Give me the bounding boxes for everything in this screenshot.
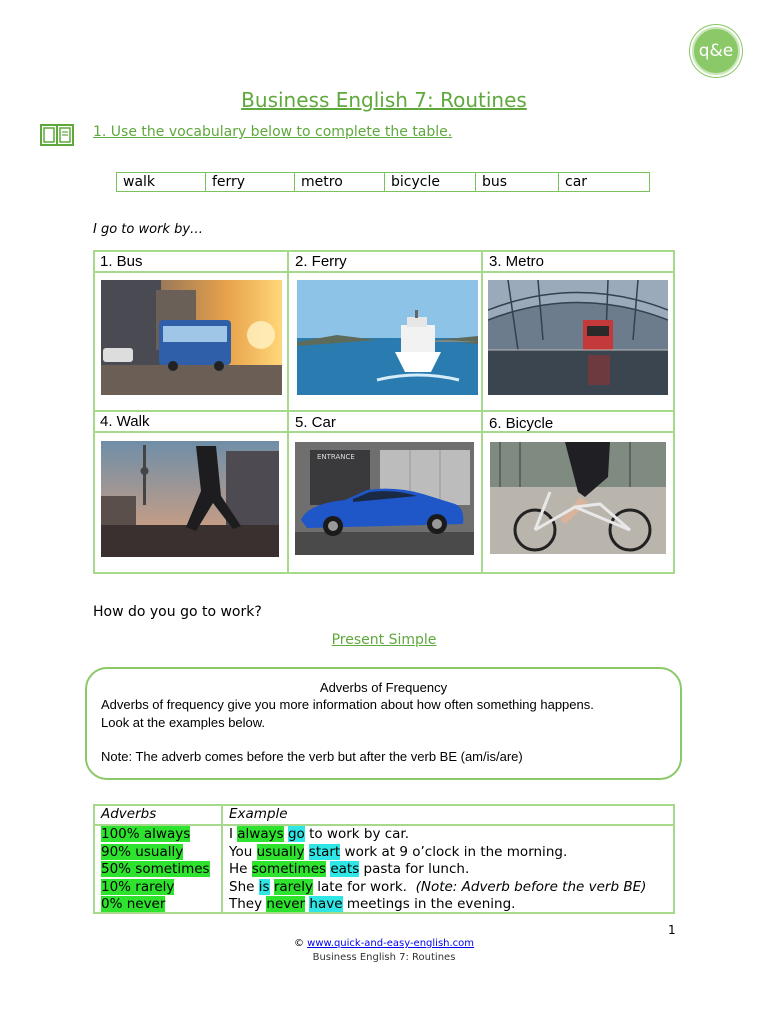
transport-label: 6. Bicycle xyxy=(489,415,554,432)
vocab-word: car xyxy=(565,174,588,190)
page-title: Business English 7: Routines xyxy=(241,88,527,112)
transport-label: 5. Car xyxy=(295,414,336,431)
example-sentence: He sometimes eats pasta for lunch. xyxy=(229,861,470,877)
ferry-photo xyxy=(297,280,478,395)
section-heading: Present Simple xyxy=(331,632,437,648)
bicycle-photo xyxy=(490,442,666,554)
adverb-item: 50% sometimes xyxy=(101,861,210,877)
header-example: Example xyxy=(229,806,288,822)
walk-photo xyxy=(101,441,279,557)
vocab-word: bus xyxy=(476,173,559,191)
bus-photo xyxy=(101,280,282,395)
prompt: I go to work by… xyxy=(93,222,204,237)
example-note: (Note: Adverb before the verb BE) xyxy=(415,878,647,895)
info-box xyxy=(85,667,682,780)
info-box-line1: Adverbs of frequency give you more information about how often something happens. xyxy=(101,697,594,712)
transport-label: 1. Bus xyxy=(100,253,143,270)
vocab-word: ferry xyxy=(206,173,295,191)
vocab-word: bicycle xyxy=(385,173,476,191)
car-photo xyxy=(295,442,474,555)
question: How do you go to work? xyxy=(93,604,262,620)
vocab-word: walk xyxy=(117,173,206,191)
instruction: 1. Use the vocabulary below to complete the table. xyxy=(93,124,453,140)
transport-grid xyxy=(93,250,675,574)
adverb-item: 0% never xyxy=(101,896,166,912)
footer-copyright: © www.quick-and-easy-english.com xyxy=(293,938,475,949)
footer-subtitle: Business English 7: Routines xyxy=(312,952,456,963)
example-sentence: She is rarely late for work. (Note: Adverb before the verb BE) xyxy=(229,878,647,895)
transport-label: 2. Ferry xyxy=(295,253,347,270)
logo-text: q&e xyxy=(698,41,734,61)
header-adverbs: Adverbs xyxy=(101,806,157,822)
adverb-item: 90% usually xyxy=(101,843,184,860)
example-sentence: You usually start work at 9 o’clock in the morning. xyxy=(229,843,568,860)
transport-label: 3. Metro xyxy=(489,253,545,270)
info-box-line2: Look at the examples below. xyxy=(101,715,266,730)
info-box-title: Adverbs of Frequency xyxy=(319,680,448,695)
transport-label: 4. Walk xyxy=(100,413,150,430)
metro-photo xyxy=(488,280,668,395)
example-sentence: I always go to work by car. xyxy=(229,826,410,842)
page-number: 1 xyxy=(668,923,676,937)
footer-link[interactable]: www.quick-and-easy-english.com xyxy=(307,938,475,949)
vocab-word: metro xyxy=(295,173,385,191)
example-sentence: They never have meetings in the evening. xyxy=(229,896,516,912)
logo xyxy=(692,27,740,75)
entrance-sign: ENTRANCE xyxy=(317,453,355,461)
info-box-note: Note: The adverb comes before the verb but after the verb BE (am/is/are) xyxy=(101,749,523,764)
adverb-item: 100% always xyxy=(101,826,191,842)
adverb-item: 10% rarely xyxy=(101,878,175,895)
book-icon xyxy=(40,124,74,146)
vocab-table xyxy=(116,172,650,192)
adverbs-table xyxy=(93,804,675,914)
